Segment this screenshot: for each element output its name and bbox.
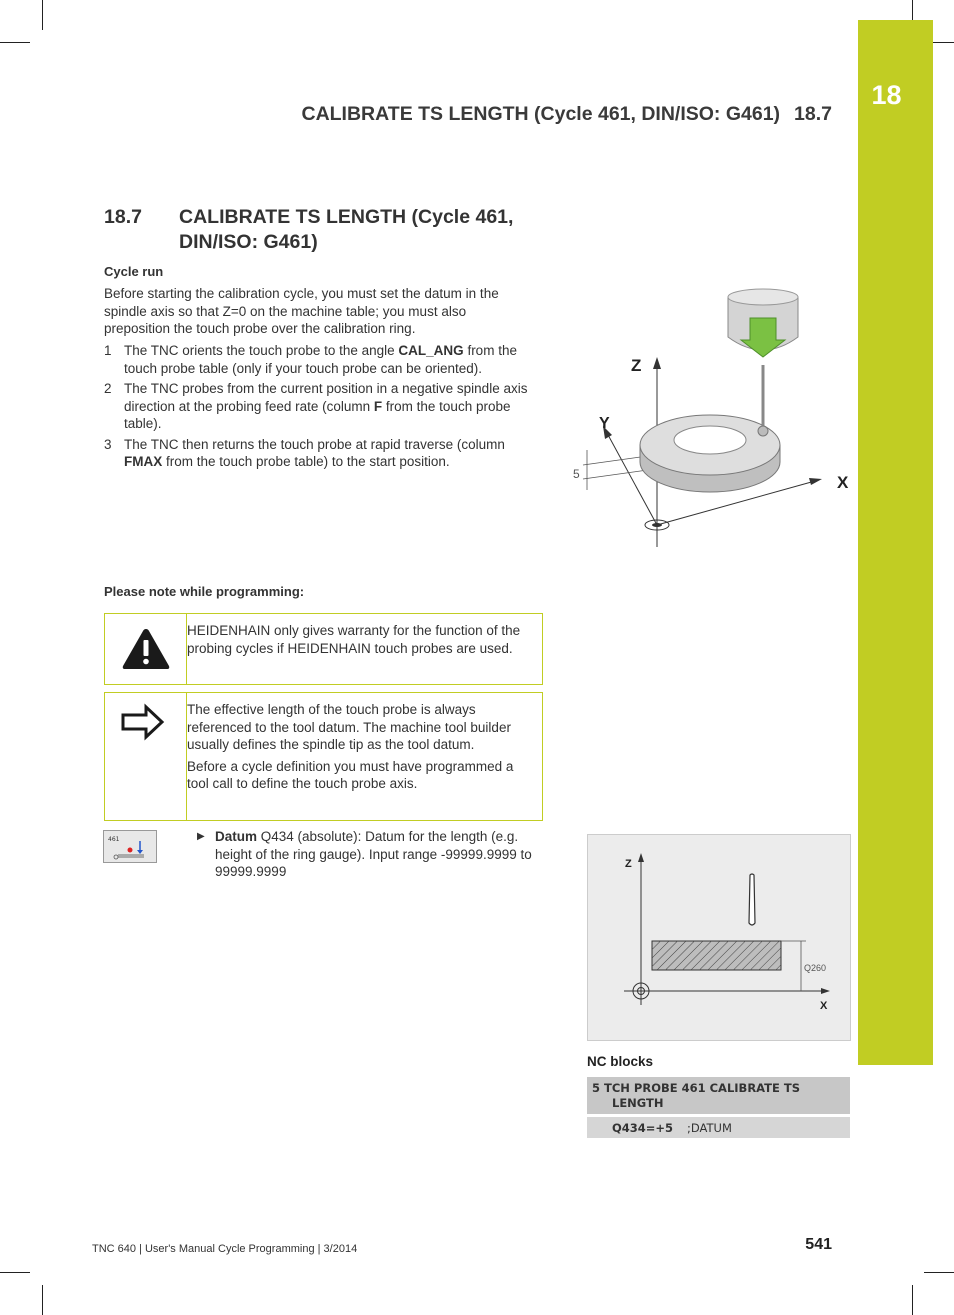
z-axis-arrow [653, 357, 661, 369]
nc-block-row [587, 1117, 850, 1138]
cycle-run-steps [104, 342, 544, 474]
crop-mark [0, 42, 30, 43]
page-footer: TNC 640 | User's Manual Cycle Programming | 3/2014 [92, 1243, 358, 1255]
nc-blocks-heading: NC blocks [587, 1054, 654, 1069]
step-text: from the touch probe table) to the start position. [162, 454, 450, 469]
datum-height-diagram [588, 835, 850, 1040]
step-text: The TNC orients the touch probe to the angle [124, 343, 399, 358]
axis-label-z: Z [625, 858, 632, 870]
dimension-label: Q260 [804, 963, 827, 973]
probe-stylus [749, 874, 755, 925]
note-paragraph: The effective length of the touch probe is always referenced to the tool datum. The machine tool builder usually defines the spindle tip as the tool datum. [187, 702, 511, 752]
parameter-datum [197, 828, 545, 881]
crop-mark [0, 1272, 30, 1273]
x-axis-arrow [809, 478, 822, 485]
running-header-section: 18.7 [794, 103, 832, 125]
warning-icon-column [105, 614, 187, 684]
warning-text: HEIDENHAIN only gives warranty for the function of the probing cycles if HEIDENHAIN touch probes are used. [187, 623, 521, 656]
step-number: 1 [104, 343, 112, 358]
section-title: CALIBRATE TS LENGTH (Cycle 461, DIN/ISO: G461) [179, 206, 514, 253]
crop-mark [924, 1272, 954, 1273]
step-text: from the touch probe table). [124, 398, 511, 431]
page-number: 541 [805, 1236, 832, 1253]
right-arrow-icon [121, 705, 165, 739]
calibration-ring-figure [565, 285, 849, 550]
section-number: 18.7 [104, 206, 142, 228]
nc-line: 5 TCH PROBE 461 CALIBRATE TS [592, 1081, 801, 1095]
programming-note-heading: Please note while programming: [104, 584, 305, 599]
parameter-description: Q434 (absolute): Datum for the length (e.g. height of the ring gauge). Input range -99999.9999 to 99999.9999 [215, 829, 532, 879]
axis-label-x: X [820, 1000, 828, 1012]
nc-line: LENGTH [612, 1096, 664, 1110]
cycle-run-heading: Cycle run [104, 264, 164, 279]
nc-comment: ;DATUM [687, 1121, 732, 1135]
probe-body-top [728, 289, 798, 305]
cycle-run-intro: Before starting the calibration cycle, you must set the datum in the spindle axis so that Z=0 on the machine table; you must also preposition the touch probe over the calibration ring. [104, 286, 499, 336]
dimension-label: 5 [573, 467, 580, 481]
chapter-number: 18 [871, 80, 902, 110]
datum-height-figure [587, 834, 851, 1041]
z-axis-arrow [638, 853, 644, 862]
axis-label-x: X [837, 473, 849, 492]
crop-mark [912, 0, 913, 20]
x-axis-arrow [821, 988, 830, 994]
axis-label-y: Y [599, 415, 610, 432]
warning-box [104, 613, 543, 685]
step-number: 3 [104, 436, 112, 452]
nc-code: Q434=+5 [612, 1121, 674, 1135]
running-header [200, 103, 832, 126]
crop-mark [42, 0, 43, 30]
crop-mark [912, 1285, 913, 1315]
step-item [104, 380, 544, 433]
probe-ball [758, 426, 768, 436]
nc-block-row [587, 1077, 850, 1114]
step-text: The TNC probes from the current position in a negative spindle axis direction at the probing feed rate (column [124, 381, 528, 414]
chapter-tab [858, 20, 933, 1065]
step-keyword: CAL_ANG [398, 343, 464, 358]
cycle-461-icon [104, 831, 156, 862]
step-item [104, 436, 544, 471]
running-header-title: CALIBRATE TS LENGTH (Cycle 461, DIN/ISO: G461) [301, 103, 781, 125]
warning-icon [121, 627, 171, 671]
calibration-ring-bore [674, 426, 746, 454]
step-text: from the touch probe table (only if your touch probe can be oriented). [124, 343, 517, 376]
datum-symbol [652, 523, 662, 527]
ring-gauge-hatch [652, 941, 781, 970]
note-icon-column [105, 693, 187, 820]
crop-mark [42, 1285, 43, 1315]
parameter-name: Datum [215, 829, 258, 844]
note-paragraph: Before a cycle definition you must have programmed a tool call to define the touch probe axis. [187, 758, 514, 791]
step-item [104, 342, 544, 377]
axis-label-z: Z [631, 356, 642, 375]
note-box [104, 692, 543, 821]
step-keyword: FMAX [124, 454, 163, 469]
step-text: The TNC then returns the touch probe at rapid traverse (column [124, 436, 505, 452]
bullet-arrow-icon: ▶ [197, 831, 205, 842]
step-number: 2 [104, 381, 112, 396]
step-keyword: F [373, 398, 383, 414]
cycle-softkey-thumbnail [103, 830, 157, 863]
thumbnail-label: 461 [108, 836, 120, 843]
